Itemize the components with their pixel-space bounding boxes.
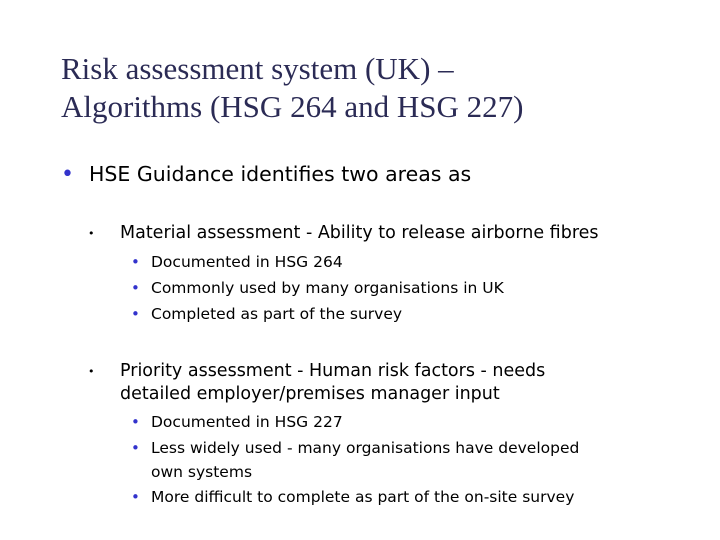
sub-item-text-line-2: own systems <box>151 463 253 481</box>
sub-item-text-line-1: Less widely used - many organisations have developed <box>151 439 580 457</box>
area-text: Material assessment - Ability to release airborne fibres <box>120 223 599 243</box>
sub-item-text: Completed as part of the survey <box>151 305 403 323</box>
sub-item-text: More difficult to complete as part of the on-site survey <box>151 488 575 506</box>
sub-item-text: Documented in HSG 227 <box>151 413 343 431</box>
bullet-icon: • <box>131 439 140 457</box>
title-line-1: Risk assessment system (UK) – <box>61 51 454 86</box>
area-text-line-1: Priority assessment - Human risk factors - needs <box>120 361 546 381</box>
slide-title <box>61 50 681 126</box>
bullet-icon: • <box>61 162 74 187</box>
bullet-icon: • <box>131 413 140 431</box>
sub-item-text: Documented in HSG 264 <box>151 253 343 271</box>
title-line-2: Algorithms (HSG 264 and HSG 227) <box>61 89 524 124</box>
bullet-icon: • <box>88 365 95 378</box>
bullet-icon: • <box>131 279 140 297</box>
main-bullet <box>61 159 471 190</box>
sub-item-text: Commonly used by many organisations in UK <box>151 279 504 297</box>
main-bullet-text: HSE Guidance identifies two areas as <box>89 162 472 186</box>
area-text-line-2: detailed employer/premises manager input <box>120 384 500 404</box>
bullet-icon: • <box>131 253 140 271</box>
bullet-icon: • <box>88 227 95 240</box>
bullet-icon: • <box>131 305 140 323</box>
bullet-icon: • <box>131 488 140 506</box>
